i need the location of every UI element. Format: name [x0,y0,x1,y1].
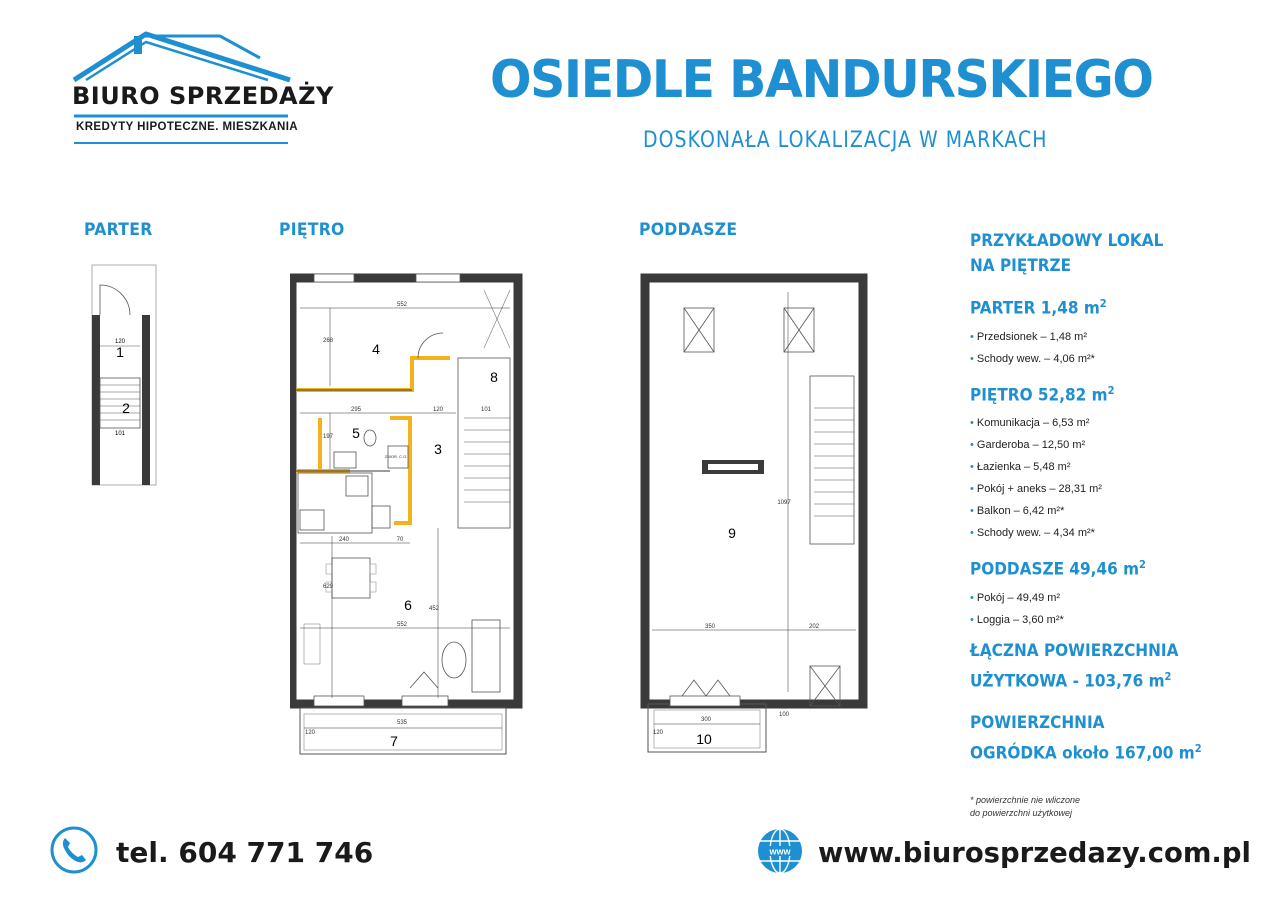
group-pietro-title: PIĘTRO 52,82 $m^2$ [970,383,1115,406]
pietro-room-4: 4 [372,341,380,357]
brand-logo [60,28,334,153]
panel-heading-line2: NA PIĘTRZE [970,256,1072,276]
list-item: • Komunikacja – 6,53 m² [970,412,1270,434]
brand-name: BIURO SPRZEDAŻY [72,82,334,110]
pietro-dim: 268 [322,338,334,344]
pietro-dim: 629 [322,584,334,590]
poddasze-room-9: 9 [728,525,736,541]
pietro-label-zbior: ZBIOR. C.O. [384,454,408,459]
pietro-room-5: 5 [352,425,360,441]
total-area-line2: UŻYTKOWA - 103,76 $m^2$ [970,669,1172,692]
poddasze-room-10: 10 [696,731,712,747]
poddasze-dim: 350 [704,624,716,630]
globe-icon [756,827,804,875]
footnote: * powierzchnie nie wliczone do powierzchni użytkowej [970,795,1081,819]
globe-label: www [769,846,791,857]
group-parter-list [970,326,1270,370]
list-item: • Loggia – 3,60 m²* [970,609,1270,631]
parter-dim-2: 101 [114,431,126,437]
pietro-room-3: 3 [434,441,442,457]
list-item: • Schody wew. – 4,06 m²* [970,348,1270,370]
pietro-dim: 452 [428,606,440,612]
page-subtitle: DOSKONAŁA LOKALIZACJA W MARKACH [643,128,1048,153]
parter-dim-1: 120 [114,339,126,345]
pietro-dim: 295 [350,407,362,413]
list-item: • Pokój – 49,49 m² [970,587,1270,609]
pietro-dim: 552 [396,302,408,308]
poddasze-dim: 202 [808,624,820,630]
list-item: • Pokój + aneks – 28,31 m² [970,478,1270,500]
list-item: • Schody wew. – 4,34 m²* [970,522,1270,544]
parter-floor-plan [84,255,174,490]
garden-area-line1: POWIERZCHNIA [970,712,1105,733]
pietro-room-7: 7 [390,733,398,749]
section-pietro: PIĘTRO [279,220,345,240]
pietro-floor-plan [290,268,530,763]
website-link[interactable]: www.biurosprzedazy.com.pl [818,836,1251,869]
pietro-dim: 101 [480,407,492,413]
pietro-room-6: 6 [404,597,412,613]
group-pietro-list [970,412,1270,544]
poddasze-dim: 120 [652,730,664,736]
poddasze-dim: 100 [778,712,790,718]
area-summary-panel [970,229,1270,820]
list-item: • Garderoba – 12,50 m² [970,434,1270,456]
poddasze-dim: 1097 [777,500,791,506]
group-poddasze-title: PODDASZE 49,46 $m^2$ [970,558,1146,580]
panel-heading-line1: PRZYKŁADOWY LOKAL [970,231,1164,251]
total-area-line1: ŁĄCZNA POWIERZCHNIA [970,640,1179,661]
phone-icon [50,826,98,874]
pietro-dim: 120 [432,407,444,413]
pietro-dim: 552 [396,622,408,628]
poddasze-dim: 300 [700,717,712,723]
pietro-dim: 240 [338,537,350,543]
logo-underline-bottom [60,138,300,148]
section-poddasze: PODDASZE [639,220,738,240]
parter-room-1: 1 [116,344,124,360]
group-parter-title: PARTER 1,48 $m^2$ [970,297,1107,319]
pietro-dim: 535 [396,720,408,726]
pietro-dim: 197 [322,434,334,440]
parter-room-2: 2 [122,400,130,416]
list-item: • Łazienka – 5,48 m² [970,456,1270,478]
pietro-room-8: 8 [490,369,498,385]
pietro-dim: 120 [304,730,316,736]
phone-number[interactable]: tel. 604 771 746 [116,836,374,869]
garden-area-line2: OGRÓDKA około 167,00 $m^2$ [970,741,1202,764]
page-title: OSIEDLE BANDURSKIEGO [490,50,1153,110]
list-item: • Przedsionek – 1,48 m² [970,326,1270,348]
brand-tagline: KREDYTY HIPOTECZNE. MIESZKANIA [76,121,298,133]
section-parter: PARTER [84,220,153,240]
poddasze-floor-plan [638,268,870,763]
list-item: • Balkon – 6,42 m²* [970,500,1270,522]
pietro-dim: 70 [396,537,404,543]
roof-icon [60,28,300,88]
group-poddasze-list [970,587,1270,631]
